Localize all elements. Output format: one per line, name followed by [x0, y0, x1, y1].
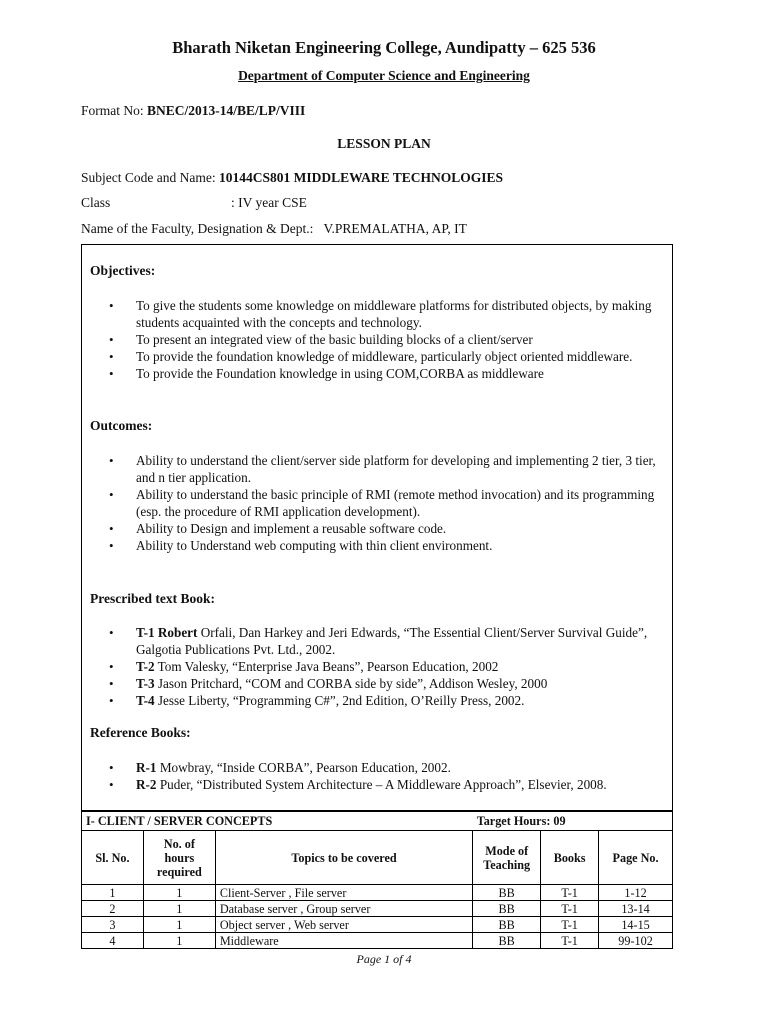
unit-row: [82, 811, 673, 831]
faculty-label: Name of the Faculty, Designation & Dept.:: [81, 221, 314, 236]
cell-book: T-1: [541, 901, 599, 917]
cell-hours: 1: [143, 885, 215, 901]
target-hours: Target Hours: 09: [473, 811, 673, 831]
subject-label: Subject Code and Name:: [81, 170, 219, 185]
header-books: Books: [541, 831, 599, 885]
table-row: [82, 917, 673, 933]
cell-hours: 1: [143, 901, 215, 917]
format-line: [81, 103, 305, 119]
book-code: T-4: [136, 693, 155, 708]
list-item: • Ability to Understand web computing with thin client environment.: [82, 537, 664, 554]
header-hours: No. of hours required: [143, 831, 215, 885]
cell-sl: 2: [82, 901, 144, 917]
reference-heading: Reference Books:: [90, 725, 191, 740]
cell-mode: BB: [473, 917, 541, 933]
college-name: Bharath Niketan Engineering College, Aundipatty – 625 536: [172, 38, 596, 57]
book-text: Orfali, Dan Harkey and Jeri Edwards, “The Essential Client/Server Survival Guide”, Galgotia Publications Pvt. Ltd., 2002.: [136, 625, 648, 657]
cell-mode: BB: [473, 885, 541, 901]
book-code: T-3: [136, 676, 155, 691]
cell-topic: Object server , Web server: [215, 917, 472, 933]
objectives-heading: Objectives:: [90, 263, 156, 278]
cell-page: 1-12: [599, 885, 673, 901]
class-label: Class: [81, 195, 111, 210]
list-item: • To give the students some knowledge on middleware platforms for distributed objects, by making students acquainted with the concepts and technology.: [82, 297, 664, 331]
page-number: Page 1 of 4: [356, 952, 412, 966]
book-code: T-2: [136, 659, 155, 674]
faculty-value: V.PREMALATHA, AP, IT: [323, 221, 467, 236]
header-page: Page No.: [599, 831, 673, 885]
subject-value: 10144CS801 MIDDLEWARE TECHNOLOGIES: [218, 170, 504, 185]
cell-sl: 3: [82, 917, 144, 933]
class-line: [81, 195, 481, 211]
list-item: [82, 624, 664, 658]
cell-topic: Middleware: [215, 933, 472, 949]
table-row: [82, 885, 673, 901]
list-item: • To present an integrated view of the basic building blocks of a client/server: [82, 331, 664, 348]
cell-page: 13-14: [599, 901, 673, 917]
textbook-list: [82, 624, 664, 709]
syllabus-box: [81, 244, 673, 812]
header-sl: Sl. No.: [82, 831, 144, 885]
list-item: • Ability to Design and implement a reusable software code.: [82, 520, 664, 537]
cell-sl: 1: [82, 885, 144, 901]
faculty-line: [81, 221, 467, 237]
cell-hours: 1: [143, 917, 215, 933]
format-label: Format No:: [81, 103, 147, 118]
book-code: R-1: [136, 760, 157, 775]
book-text: Jason Pritchard, “COM and CORBA side by side”, Addison Wesley, 2000: [154, 676, 548, 691]
header-mode: Mode of Teaching: [473, 831, 541, 885]
list-item: • To provide the Foundation knowledge in using COM,CORBA as middleware: [82, 365, 664, 382]
cell-page: 99-102: [599, 933, 673, 949]
table-row: [82, 901, 673, 917]
list-item: [82, 776, 664, 793]
textbook-heading: Prescribed text Book:: [90, 591, 215, 606]
book-text: Jesse Liberty, “Programming C#”, 2nd Edition, O’Reilly Press, 2002.: [154, 693, 525, 708]
cell-topic: Database server , Group server: [215, 901, 472, 917]
lesson-plan-title: LESSON PLAN: [337, 136, 431, 151]
table-header: [82, 831, 673, 885]
cell-book: T-1: [541, 885, 599, 901]
cell-mode: BB: [473, 901, 541, 917]
cell-sl: 4: [82, 933, 144, 949]
lesson-table: [81, 810, 673, 949]
list-item: [82, 759, 664, 776]
cell-mode: BB: [473, 933, 541, 949]
book-text: Puder, “Distributed System Architecture – A Middleware Approach”, Elsevier, 2008.: [156, 777, 607, 792]
objectives-list: [82, 297, 664, 382]
list-item: • Ability to understand the client/server side platform for developing and implementing 2 tier, 3 tier, and n tier application.: [82, 452, 664, 486]
book-code: T-1 Robert: [136, 625, 198, 640]
list-item: [82, 692, 664, 709]
class-value: : IV year CSE: [231, 195, 307, 210]
cell-topic: Client-Server , File server: [215, 885, 472, 901]
table-row: [82, 933, 673, 949]
list-item: [82, 675, 664, 692]
department-name: Department of Computer Science and Engineering: [238, 68, 530, 83]
list-item: • To provide the foundation knowledge of middleware, particularly object oriented middleware.: [82, 348, 664, 365]
subject-line: [81, 170, 503, 186]
cell-book: T-1: [541, 933, 599, 949]
list-item: [82, 658, 664, 675]
outcomes-heading: Outcomes:: [90, 418, 153, 433]
list-item: • Ability to understand the basic principle of RMI (remote method invocation) and its programming (esp. the procedure of RMI application development).: [82, 486, 664, 520]
format-value: BNEC/2013-14/BE/LP/VIII: [147, 103, 306, 118]
unit-title: I- CLIENT / SERVER CONCEPTS: [82, 811, 473, 831]
cell-page: 14-15: [599, 917, 673, 933]
header-topics: Topics to be covered: [215, 831, 472, 885]
book-text: Mowbray, “Inside CORBA”, Pearson Education, 2002.: [156, 760, 451, 775]
cell-book: T-1: [541, 917, 599, 933]
reference-list: [82, 759, 664, 793]
book-code: R-2: [136, 777, 157, 792]
cell-hours: 1: [143, 933, 215, 949]
outcomes-list: [82, 452, 664, 554]
book-text: Tom Valesky, “Enterprise Java Beans”, Pearson Education, 2002: [154, 659, 499, 674]
